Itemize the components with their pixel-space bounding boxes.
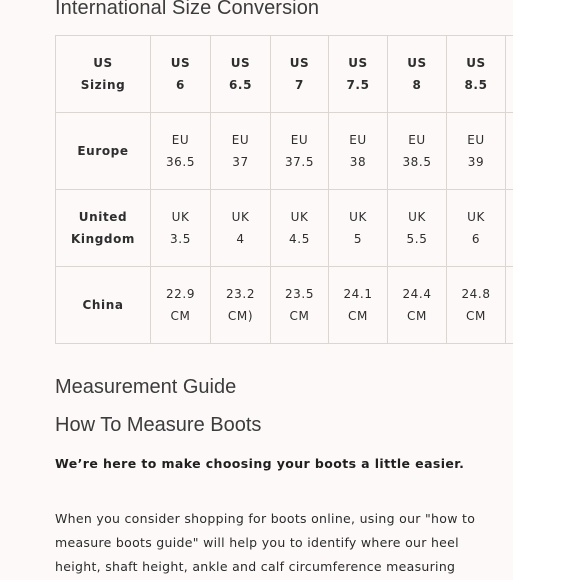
size-cell-text: 5: [353, 232, 363, 246]
size-cell-text: 6: [176, 78, 185, 92]
size-cell: [151, 36, 211, 113]
size-cell-text: UK: [349, 210, 367, 224]
size-cell: [329, 113, 388, 190]
body-line: When you consider shopping for boots online, using our "how to: [55, 511, 476, 526]
body-line: measure boots guide" will help you to identify where our heel: [55, 535, 459, 550]
row-label-cell: [56, 113, 151, 190]
size-cell-text: 8.5: [464, 78, 488, 92]
size-cell-text: US: [466, 56, 486, 70]
size-cell-text: 8: [412, 78, 422, 92]
size-cell: [211, 190, 271, 267]
size-cell-text: US: [170, 56, 191, 70]
size-cell: [211, 113, 271, 190]
how-to-measure-heading: How To Measure Boots: [55, 414, 262, 436]
size-cell: [388, 190, 447, 267]
size-cell-text: UK: [408, 210, 426, 224]
size-cell-text: 23.2: [225, 287, 256, 301]
size-cell-text: CM: [289, 309, 310, 323]
table-row: [56, 267, 514, 344]
size-cell-text: 37.5: [284, 155, 315, 169]
size-cell-text: 7: [295, 78, 304, 92]
size-cell-text: 6: [471, 232, 481, 246]
size-cell-text: US: [230, 56, 251, 70]
size-cell: [329, 36, 388, 113]
measurement-guide-heading: Measurement Guide: [55, 376, 237, 398]
size-cell-text: 38: [349, 155, 367, 169]
overflow-cell: [506, 190, 514, 267]
size-cell-text: UK: [171, 210, 190, 224]
size-cell-text: 7.5: [346, 78, 370, 92]
size-cell-text: 36.5: [165, 155, 196, 169]
size-cell-text: 39: [467, 155, 485, 169]
size-cell: [447, 113, 506, 190]
size-cell: [211, 267, 271, 344]
row-label-cell: [56, 190, 151, 267]
size-cell: [271, 190, 329, 267]
size-cell: [447, 190, 506, 267]
size-cell-text: UK: [467, 210, 485, 224]
overflow-cell: [506, 113, 514, 190]
table-row: [56, 190, 514, 267]
size-cell-text: 24.4: [402, 287, 432, 301]
size-cell-text: 24.1: [343, 287, 373, 301]
size-cell: [211, 36, 271, 113]
size-cell: [271, 113, 329, 190]
body-line: height, shaft height, ankle and calf circumference measuring: [55, 559, 456, 574]
size-cell: [388, 267, 447, 344]
row-label-text: United: [78, 210, 128, 224]
overflow-cell: [506, 36, 514, 113]
size-cell-text: 23.5: [284, 287, 315, 301]
row-label-cell: [56, 36, 151, 113]
size-cell: [151, 267, 211, 344]
size-cell: [329, 190, 388, 267]
size-cell-text: 3.5: [170, 232, 191, 246]
size-cell-text: EU: [171, 133, 190, 147]
size-cell-text: CM): [227, 309, 254, 323]
size-cell: [271, 267, 329, 344]
size-cell-text: CM: [466, 309, 486, 323]
row-label-cell: [56, 267, 151, 344]
overflow-cell: [506, 267, 514, 344]
size-cell-text: 38.5: [402, 155, 432, 169]
row-label-text: Europe: [77, 144, 129, 158]
size-cell-text: US: [289, 56, 310, 70]
size-conversion-table: [55, 35, 513, 344]
size-cell-text: CM: [170, 309, 191, 323]
size-cell: [151, 190, 211, 267]
intro-bold-text: We’re here to make choosing your boots a little easier.: [55, 456, 465, 471]
size-cell-text: CM: [407, 309, 427, 323]
size-cell-text: 5.5: [406, 232, 428, 246]
size-table-body: [56, 36, 514, 344]
right-margin: [513, 0, 580, 580]
size-cell-text: 4: [236, 232, 245, 246]
size-cell-text: UK: [231, 210, 250, 224]
size-cell-text: EU: [290, 133, 309, 147]
size-cell: [388, 113, 447, 190]
size-cell-text: 37: [232, 155, 249, 169]
table-row: [56, 113, 514, 190]
size-cell-text: EU: [231, 133, 250, 147]
size-cell-text: EU: [467, 133, 485, 147]
size-cell: [447, 36, 506, 113]
size-cell-text: 24.8: [461, 287, 491, 301]
row-label-text: China: [82, 298, 124, 312]
size-cell-text: US: [407, 56, 427, 70]
size-cell: [151, 113, 211, 190]
size-cell: [388, 36, 447, 113]
size-cell-text: CM: [348, 309, 368, 323]
size-cell-text: EU: [408, 133, 426, 147]
size-cell-text: UK: [290, 210, 309, 224]
size-cell-text: 6.5: [228, 78, 253, 92]
size-cell-text: 4.5: [289, 232, 310, 246]
size-cell-text: 22.9: [165, 287, 196, 301]
size-cell: [329, 267, 388, 344]
size-cell: [271, 36, 329, 113]
row-label-text: Sizing: [80, 78, 126, 92]
international-size-heading: International Size Conversion: [55, 0, 320, 19]
size-cell-text: EU: [349, 133, 367, 147]
body-paragraph: [55, 507, 495, 579]
size-cell: [447, 267, 506, 344]
row-label-text: Kingdom: [70, 232, 136, 246]
size-cell-text: US: [348, 56, 368, 70]
row-label-text: US: [93, 56, 113, 70]
table-row: [56, 36, 514, 113]
